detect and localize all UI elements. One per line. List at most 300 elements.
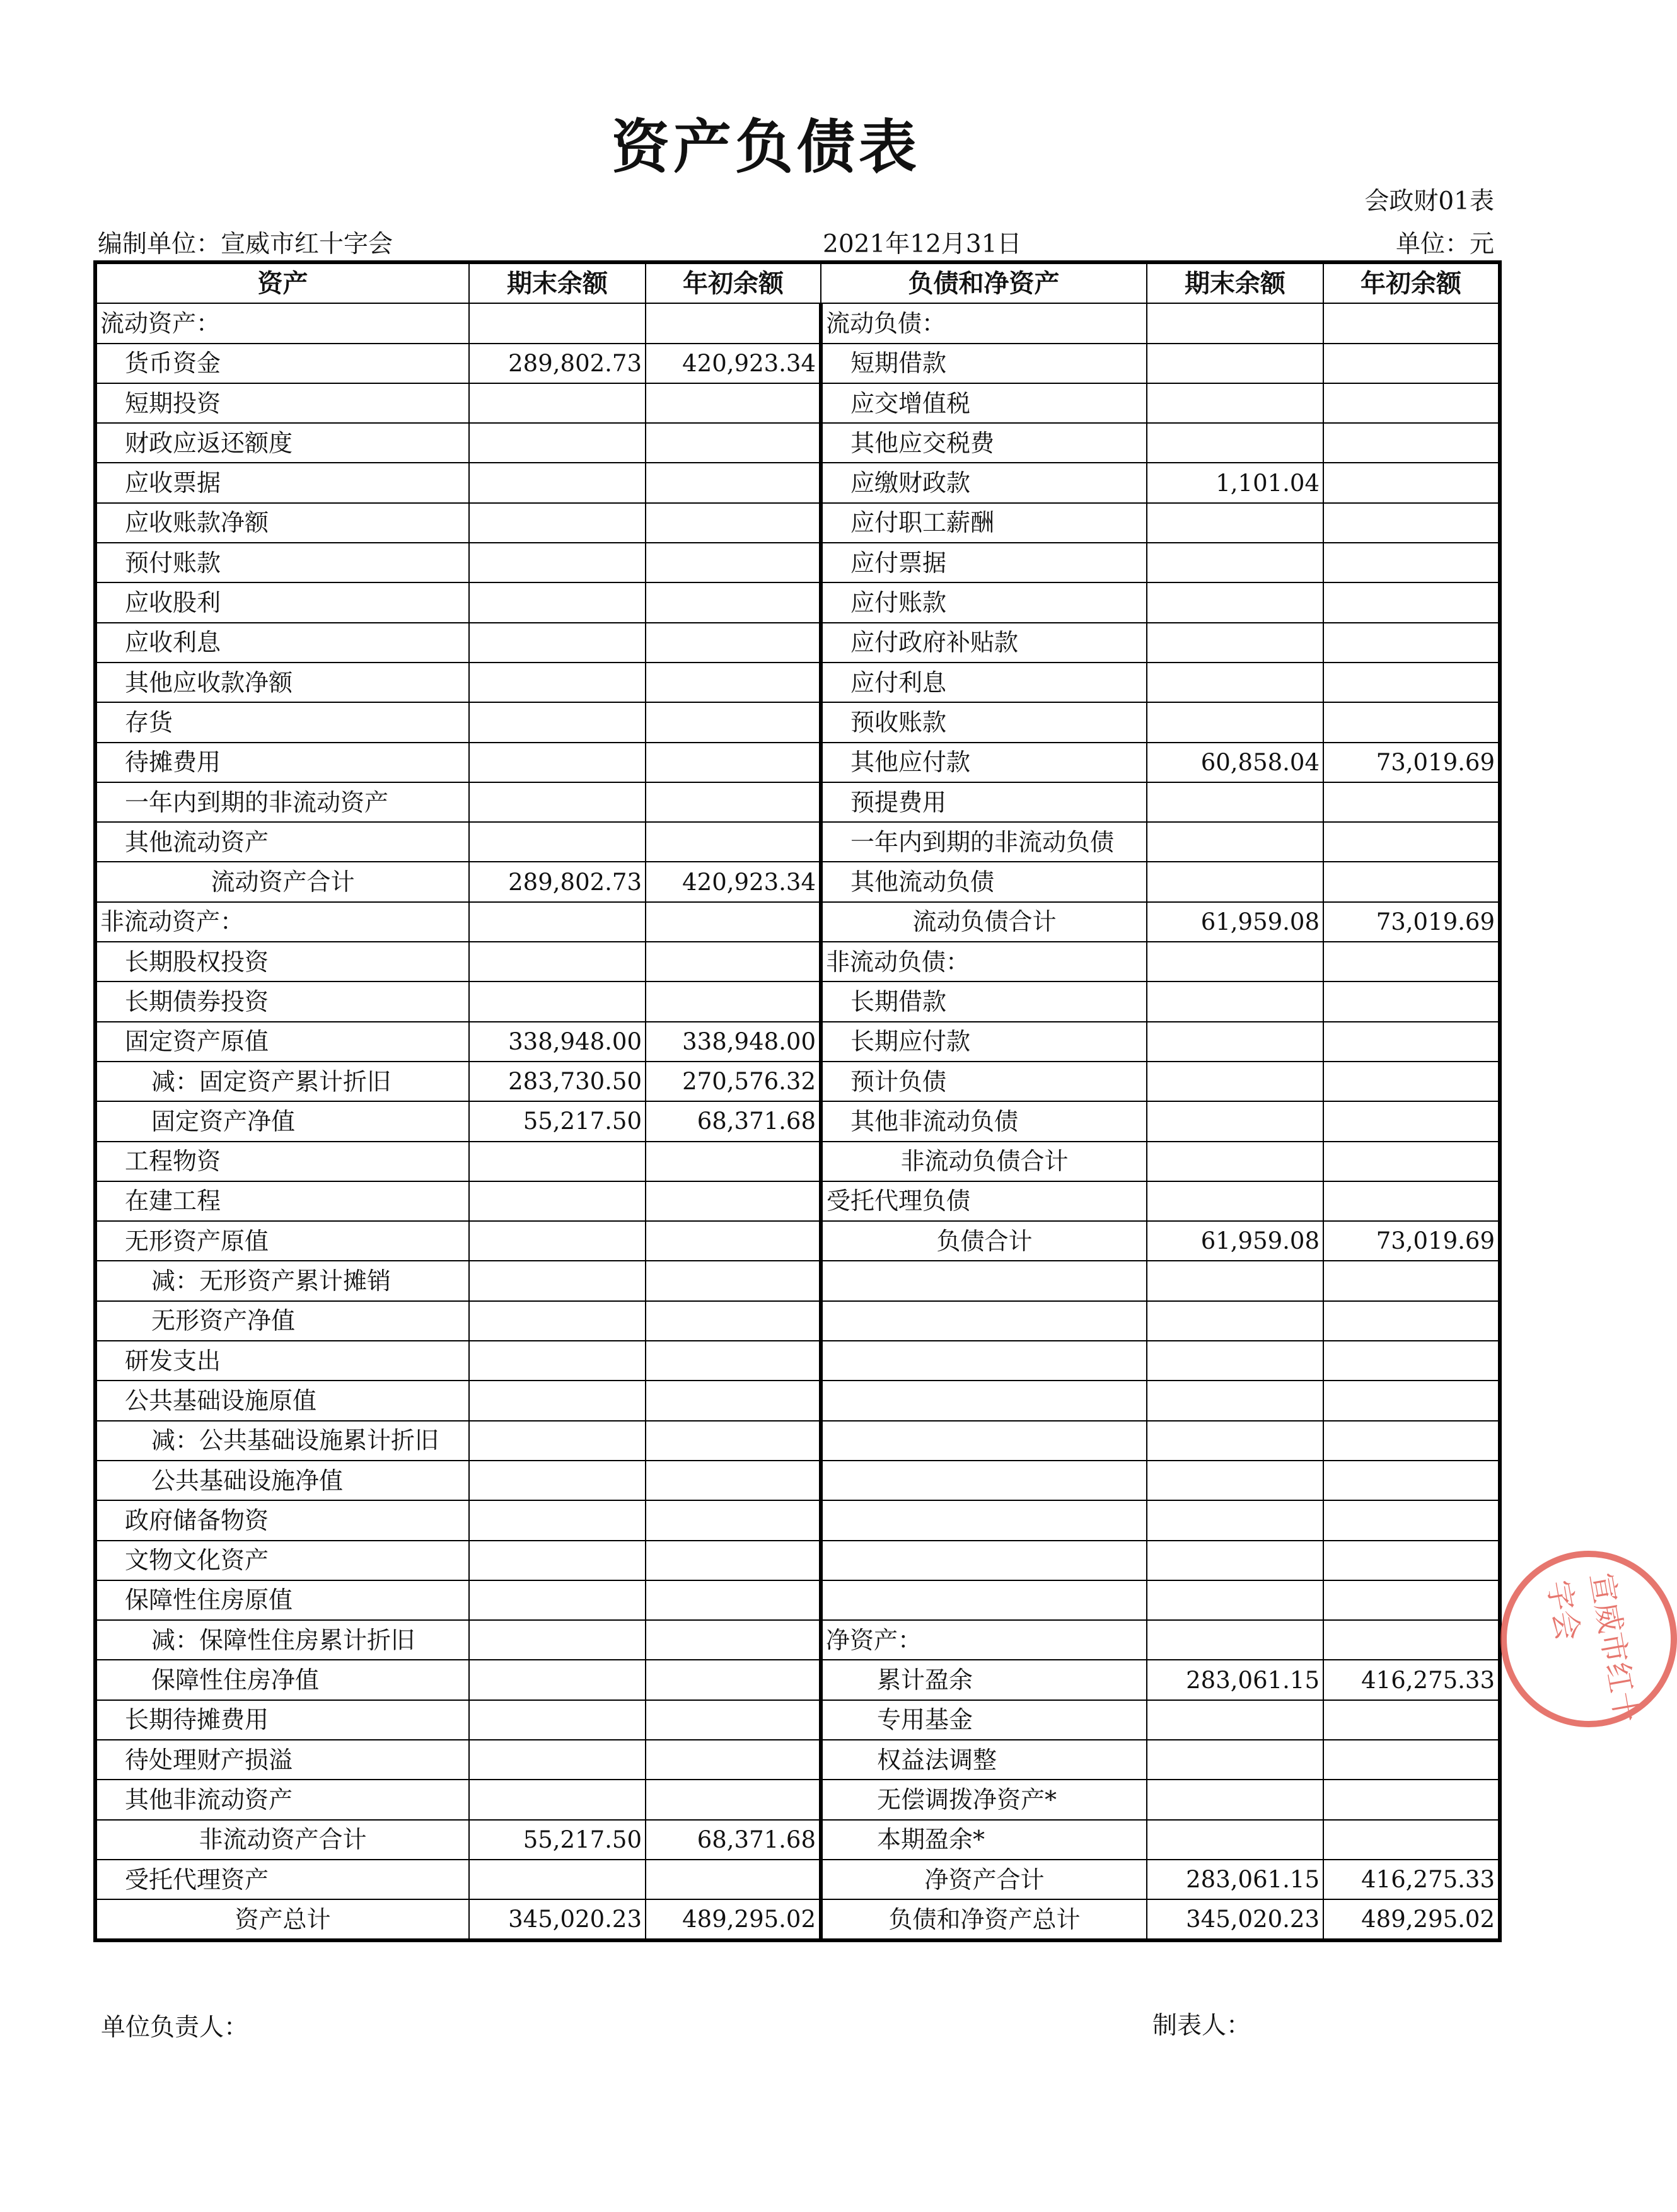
asset-label: 预付账款: [95, 543, 469, 582]
table-row: [95, 1620, 1500, 1660]
asset-begin-value: [646, 822, 821, 862]
liability-end-value: [1147, 1820, 1323, 1860]
asset-end-value: [469, 1860, 646, 1899]
table-row: [95, 1541, 1500, 1580]
liability-end-value: [1147, 1620, 1323, 1660]
liability-begin-value: [1323, 303, 1500, 343]
asset-begin-value: [646, 1181, 821, 1221]
asset-label: 在建工程: [95, 1181, 469, 1221]
liability-begin-value: [1323, 1341, 1500, 1381]
asset-label: 应收账款净额: [95, 503, 469, 543]
liability-end-value: 1,101.04: [1147, 463, 1323, 502]
table-row: [95, 1341, 1500, 1381]
liability-end-value: [1147, 1700, 1323, 1740]
asset-label: 无形资产原值: [95, 1221, 469, 1261]
liability-label: 预提费用: [821, 782, 1147, 822]
asset-end-value: [469, 1620, 646, 1660]
asset-begin-value: [646, 1580, 821, 1620]
asset-begin-value: [646, 1780, 821, 1819]
liability-end-value: [1147, 582, 1323, 622]
col-header-liab-end: 期末余额: [1147, 262, 1323, 303]
liability-end-value: [1147, 1341, 1323, 1381]
asset-end-value: [469, 543, 646, 582]
table-row: [95, 1022, 1500, 1062]
liability-label: 流动负债：: [821, 303, 1147, 343]
table-row: [95, 942, 1500, 982]
asset-end-value: [469, 1341, 646, 1381]
red-seal-stamp: [1500, 1551, 1677, 1727]
col-header-assets: 资产: [95, 262, 469, 303]
asset-begin-value: 420,923.34: [646, 862, 821, 901]
liability-begin-value: [1323, 1541, 1500, 1580]
balance-sheet-table: [93, 260, 1502, 1942]
liability-label: [821, 1541, 1147, 1580]
col-header-liabilities: 负债和净资产: [821, 262, 1147, 303]
preparer-signature-label: 制表人：: [1152, 2012, 1251, 2040]
liability-begin-value: [1323, 1181, 1500, 1221]
asset-label: 非流动资产：: [95, 902, 469, 942]
asset-end-value: 345,020.23: [469, 1899, 646, 1940]
liability-begin-value: [1323, 623, 1500, 663]
liability-end-value: [1147, 1181, 1323, 1221]
liability-begin-value: [1323, 344, 1500, 383]
table-row: [95, 1700, 1500, 1740]
table-row: [95, 383, 1500, 423]
asset-end-value: [469, 743, 646, 782]
liability-begin-value: [1323, 582, 1500, 622]
liability-label: 短期借款: [821, 344, 1147, 383]
liability-label: 其他非流动负债: [821, 1101, 1147, 1141]
asset-label: 一年内到期的非流动资产: [95, 782, 469, 822]
col-header-asset-end: 期末余额: [469, 262, 646, 303]
asset-begin-value: [646, 1700, 821, 1740]
liability-begin-value: 416,275.33: [1323, 1860, 1500, 1899]
liability-end-value: [1147, 1101, 1323, 1141]
asset-end-value: [469, 423, 646, 463]
table-row: [95, 1500, 1500, 1540]
liability-begin-value: [1323, 423, 1500, 463]
asset-end-value: [469, 1700, 646, 1740]
liability-begin-value: 489,295.02: [1323, 1899, 1500, 1940]
liability-label: 权益法调整: [821, 1740, 1147, 1780]
asset-begin-value: [646, 1740, 821, 1780]
liability-label: 预收账款: [821, 702, 1147, 742]
table-body: [95, 303, 1500, 1940]
liability-end-value: [1147, 822, 1323, 862]
asset-label: 资产总计: [95, 1899, 469, 1940]
asset-label: 财政应返还额度: [95, 423, 469, 463]
liability-begin-value: [1323, 1101, 1500, 1141]
asset-begin-value: [646, 782, 821, 822]
asset-label: 应收利息: [95, 623, 469, 663]
liability-end-value: [1147, 1580, 1323, 1620]
asset-begin-value: [646, 1301, 821, 1341]
table-row: [95, 1142, 1500, 1181]
table-row: [95, 1899, 1500, 1940]
asset-begin-value: [646, 1541, 821, 1580]
liability-end-value: [1147, 423, 1323, 463]
liability-begin-value: [1323, 1740, 1500, 1780]
asset-end-value: [469, 1381, 646, 1420]
asset-end-value: [469, 1740, 646, 1780]
liability-begin-value: [1323, 1580, 1500, 1620]
liability-label: 无偿调拨净资产*: [821, 1780, 1147, 1819]
asset-label: 长期待摊费用: [95, 1700, 469, 1740]
table-row: [95, 1101, 1500, 1141]
liability-label: [821, 1500, 1147, 1540]
liability-end-value: 283,061.15: [1147, 1660, 1323, 1700]
asset-end-value: [469, 822, 646, 862]
asset-begin-value: [646, 383, 821, 423]
asset-end-value: [469, 623, 646, 663]
asset-label: 非流动资产合计: [95, 1820, 469, 1860]
table-row: [95, 1181, 1500, 1221]
liability-end-value: [1147, 782, 1323, 822]
asset-label: 减：固定资产累计折旧: [95, 1062, 469, 1101]
asset-label: 保障性住房原值: [95, 1580, 469, 1620]
liability-label: 预计负债: [821, 1062, 1147, 1101]
liability-begin-value: 73,019.69: [1323, 743, 1500, 782]
liability-label: 应付账款: [821, 582, 1147, 622]
asset-end-value: [469, 1500, 646, 1540]
asset-begin-value: [646, 582, 821, 622]
asset-end-value: [469, 1142, 646, 1181]
liability-label: 一年内到期的非流动负债: [821, 822, 1147, 862]
asset-label: 应收票据: [95, 463, 469, 502]
liability-label: 应付利息: [821, 663, 1147, 702]
asset-begin-value: 270,576.32: [646, 1062, 821, 1101]
liability-label: 应缴财政款: [821, 463, 1147, 502]
org-name: 编制单位：宣威市红十字会: [98, 230, 393, 258]
liability-begin-value: [1323, 862, 1500, 901]
asset-label: 流动资产：: [95, 303, 469, 343]
asset-begin-value: [646, 1660, 821, 1700]
table-row: [95, 982, 1500, 1021]
asset-label: 公共基础设施净值: [95, 1461, 469, 1500]
asset-end-value: [469, 463, 646, 502]
liability-label: 负债合计: [821, 1221, 1147, 1261]
asset-begin-value: 420,923.34: [646, 344, 821, 383]
liability-begin-value: [1323, 782, 1500, 822]
liability-begin-value: 73,019.69: [1323, 902, 1500, 942]
liability-label: 受托代理负债: [821, 1181, 1147, 1221]
asset-label: 减：无形资产累计摊销: [95, 1261, 469, 1300]
liability-end-value: [1147, 503, 1323, 543]
table-row: [95, 862, 1500, 901]
asset-begin-value: [646, 702, 821, 742]
asset-end-value: [469, 1461, 646, 1500]
liability-begin-value: [1323, 1301, 1500, 1341]
unit-head-signature-label: 单位负责人：: [101, 2013, 249, 2042]
liability-end-value: 283,061.15: [1147, 1860, 1323, 1899]
asset-end-value: [469, 1261, 646, 1300]
liability-end-value: 61,959.08: [1147, 1221, 1323, 1261]
asset-end-value: 338,948.00: [469, 1022, 646, 1062]
table-row: [95, 543, 1500, 582]
table-row: [95, 822, 1500, 862]
seal-text: 宣威市红十字会: [1540, 1570, 1644, 1725]
liability-label: 负债和净资产总计: [821, 1899, 1147, 1940]
liability-end-value: [1147, 303, 1323, 343]
asset-label: 固定资产原值: [95, 1022, 469, 1062]
liability-begin-value: 73,019.69: [1323, 1221, 1500, 1261]
asset-begin-value: [646, 1620, 821, 1660]
liability-label: 应付政府补贴款: [821, 623, 1147, 663]
asset-end-value: 55,217.50: [469, 1820, 646, 1860]
liability-begin-value: [1323, 663, 1500, 702]
liability-label: 应交增值税: [821, 383, 1147, 423]
asset-end-value: 289,802.73: [469, 862, 646, 901]
asset-label: 研发支出: [95, 1341, 469, 1381]
asset-end-value: [469, 902, 646, 942]
asset-begin-value: [646, 982, 821, 1021]
liability-end-value: [1147, 1780, 1323, 1819]
asset-label: 保障性住房净值: [95, 1660, 469, 1700]
asset-begin-value: 68,371.68: [646, 1101, 821, 1141]
table-row: [95, 1580, 1500, 1620]
liability-end-value: [1147, 1740, 1323, 1780]
liability-end-value: [1147, 1421, 1323, 1461]
asset-begin-value: [646, 1421, 821, 1461]
asset-end-value: [469, 1580, 646, 1620]
liability-begin-value: [1323, 543, 1500, 582]
liability-end-value: 60,858.04: [1147, 743, 1323, 782]
liability-begin-value: [1323, 1022, 1500, 1062]
asset-label: 货币资金: [95, 344, 469, 383]
table-row: [95, 303, 1500, 343]
liability-begin-value: [1323, 1500, 1500, 1540]
table-row: [95, 1740, 1500, 1780]
liability-begin-value: [1323, 1381, 1500, 1420]
liability-begin-value: [1323, 1780, 1500, 1819]
liability-label: 专用基金: [821, 1700, 1147, 1740]
asset-end-value: [469, 782, 646, 822]
liability-begin-value: [1323, 942, 1500, 982]
liability-label: 其他应付款: [821, 743, 1147, 782]
liability-label: 净资产：: [821, 1620, 1147, 1660]
liability-end-value: [1147, 1381, 1323, 1420]
table-row: [95, 1062, 1500, 1101]
table-row: [95, 623, 1500, 663]
table-row: [95, 782, 1500, 822]
liability-end-value: [1147, 1500, 1323, 1540]
liability-label: 应付职工薪酬: [821, 503, 1147, 543]
table-row: [95, 1820, 1500, 1860]
asset-label: 其他流动资产: [95, 822, 469, 862]
asset-label: 待处理财产损溢: [95, 1740, 469, 1780]
asset-end-value: [469, 1181, 646, 1221]
liability-begin-value: [1323, 383, 1500, 423]
liability-end-value: [1147, 942, 1323, 982]
asset-label: 工程物资: [95, 1142, 469, 1181]
page-title: 资产负债表: [611, 113, 920, 181]
asset-begin-value: [646, 942, 821, 982]
liability-label: 非流动负债：: [821, 942, 1147, 982]
table-row: [95, 663, 1500, 702]
table-row: [95, 1301, 1500, 1341]
asset-label: 长期股权投资: [95, 942, 469, 982]
asset-label: 存货: [95, 702, 469, 742]
liability-label: 长期借款: [821, 982, 1147, 1021]
asset-begin-value: [646, 1221, 821, 1261]
form-code: 会政财01表: [1364, 187, 1494, 216]
liability-end-value: [1147, 1461, 1323, 1500]
asset-label: 流动资产合计: [95, 862, 469, 901]
asset-label: 应收股利: [95, 582, 469, 622]
liability-end-value: [1147, 702, 1323, 742]
liability-end-value: [1147, 344, 1323, 383]
liability-end-value: 61,959.08: [1147, 902, 1323, 942]
asset-end-value: [469, 1301, 646, 1341]
liability-begin-value: [1323, 1700, 1500, 1740]
asset-end-value: [469, 663, 646, 702]
asset-label: 其他非流动资产: [95, 1780, 469, 1819]
asset-begin-value: [646, 663, 821, 702]
table-row: [95, 1780, 1500, 1819]
liability-label: 流动负债合计: [821, 902, 1147, 942]
asset-label: 减：保障性住房累计折旧: [95, 1620, 469, 1660]
liability-begin-value: [1323, 702, 1500, 742]
liability-begin-value: [1323, 503, 1500, 543]
liability-begin-value: [1323, 1062, 1500, 1101]
table-row: [95, 1221, 1500, 1261]
liability-label: 净资产合计: [821, 1860, 1147, 1899]
liability-end-value: [1147, 1142, 1323, 1181]
table-row: [95, 1461, 1500, 1500]
asset-end-value: [469, 982, 646, 1021]
liability-label: 其他流动负债: [821, 862, 1147, 901]
asset-label: 文物文化资产: [95, 1541, 469, 1580]
liability-end-value: [1147, 1301, 1323, 1341]
asset-begin-value: 68,371.68: [646, 1820, 821, 1860]
liability-begin-value: [1323, 1142, 1500, 1181]
table-row: [95, 1421, 1500, 1461]
liability-begin-value: [1323, 463, 1500, 502]
liability-end-value: [1147, 663, 1323, 702]
asset-end-value: [469, 383, 646, 423]
liability-end-value: [1147, 1541, 1323, 1580]
asset-end-value: [469, 582, 646, 622]
asset-begin-value: [646, 543, 821, 582]
asset-end-value: 283,730.50: [469, 1062, 646, 1101]
asset-label: 减：公共基础设施累计折旧: [95, 1421, 469, 1461]
liability-end-value: 345,020.23: [1147, 1899, 1323, 1940]
asset-begin-value: [646, 1381, 821, 1420]
table-row: [95, 423, 1500, 463]
asset-label: 公共基础设施原值: [95, 1381, 469, 1420]
col-header-liab-begin: 年初余额: [1323, 262, 1500, 303]
header-row: [95, 262, 1500, 303]
asset-end-value: 55,217.50: [469, 1101, 646, 1141]
asset-begin-value: [646, 503, 821, 543]
table-row: [95, 344, 1500, 383]
report-date: 2021年12月31日: [823, 230, 1022, 258]
asset-label: 短期投资: [95, 383, 469, 423]
asset-end-value: [469, 1660, 646, 1700]
liability-begin-value: [1323, 1261, 1500, 1300]
asset-end-value: [469, 1541, 646, 1580]
asset-end-value: [469, 503, 646, 543]
asset-begin-value: [646, 902, 821, 942]
table-row: [95, 743, 1500, 782]
asset-label: 受托代理资产: [95, 1860, 469, 1899]
liability-begin-value: [1323, 1620, 1500, 1660]
liability-label: 其他应交税费: [821, 423, 1147, 463]
liability-end-value: [1147, 1062, 1323, 1101]
asset-label: 无形资产净值: [95, 1301, 469, 1341]
asset-label: 政府储备物资: [95, 1500, 469, 1540]
asset-end-value: [469, 303, 646, 343]
col-header-asset-begin: 年初余额: [646, 262, 821, 303]
asset-end-value: [469, 1221, 646, 1261]
asset-begin-value: [646, 623, 821, 663]
asset-begin-value: [646, 1461, 821, 1500]
asset-begin-value: [646, 1142, 821, 1181]
liability-label: 非流动负债合计: [821, 1142, 1147, 1181]
table-row: [95, 1660, 1500, 1700]
table-row: [95, 503, 1500, 543]
liability-end-value: [1147, 383, 1323, 423]
asset-label: 固定资产净值: [95, 1101, 469, 1141]
table-row: [95, 1381, 1500, 1420]
liability-label: [821, 1381, 1147, 1420]
asset-end-value: [469, 942, 646, 982]
asset-end-value: [469, 702, 646, 742]
asset-begin-value: [646, 1261, 821, 1300]
asset-begin-value: [646, 423, 821, 463]
liability-label: [821, 1341, 1147, 1381]
liability-begin-value: [1323, 1820, 1500, 1860]
asset-begin-value: [646, 463, 821, 502]
asset-end-value: [469, 1780, 646, 1819]
asset-begin-value: [646, 1341, 821, 1381]
asset-end-value: 289,802.73: [469, 344, 646, 383]
asset-begin-value: [646, 1500, 821, 1540]
liability-end-value: [1147, 623, 1323, 663]
asset-begin-value: 338,948.00: [646, 1022, 821, 1062]
liability-begin-value: [1323, 1461, 1500, 1500]
table-row: [95, 1261, 1500, 1300]
asset-begin-value: 489,295.02: [646, 1899, 821, 1940]
liability-end-value: [1147, 1261, 1323, 1300]
liability-label: 本期盈余*: [821, 1820, 1147, 1860]
asset-begin-value: [646, 743, 821, 782]
liability-label: [821, 1421, 1147, 1461]
liability-end-value: [1147, 1022, 1323, 1062]
currency-unit: 单位：元: [1395, 230, 1494, 258]
liability-label: [821, 1301, 1147, 1341]
liability-label: 长期应付款: [821, 1022, 1147, 1062]
liability-label: 应付票据: [821, 543, 1147, 582]
liability-begin-value: [1323, 1421, 1500, 1461]
liability-end-value: [1147, 982, 1323, 1021]
liability-label: [821, 1261, 1147, 1300]
liability-label: [821, 1461, 1147, 1500]
liability-begin-value: 416,275.33: [1323, 1660, 1500, 1700]
table-row: [95, 582, 1500, 622]
table-row: [95, 1860, 1500, 1899]
liability-label: 累计盈余: [821, 1660, 1147, 1700]
asset-end-value: [469, 1421, 646, 1461]
asset-label: 其他应收款净额: [95, 663, 469, 702]
liability-begin-value: [1323, 982, 1500, 1021]
liability-label: [821, 1580, 1147, 1620]
table-row: [95, 702, 1500, 742]
asset-begin-value: [646, 1860, 821, 1899]
liability-end-value: [1147, 543, 1323, 582]
liability-begin-value: [1323, 822, 1500, 862]
table-row: [95, 463, 1500, 502]
